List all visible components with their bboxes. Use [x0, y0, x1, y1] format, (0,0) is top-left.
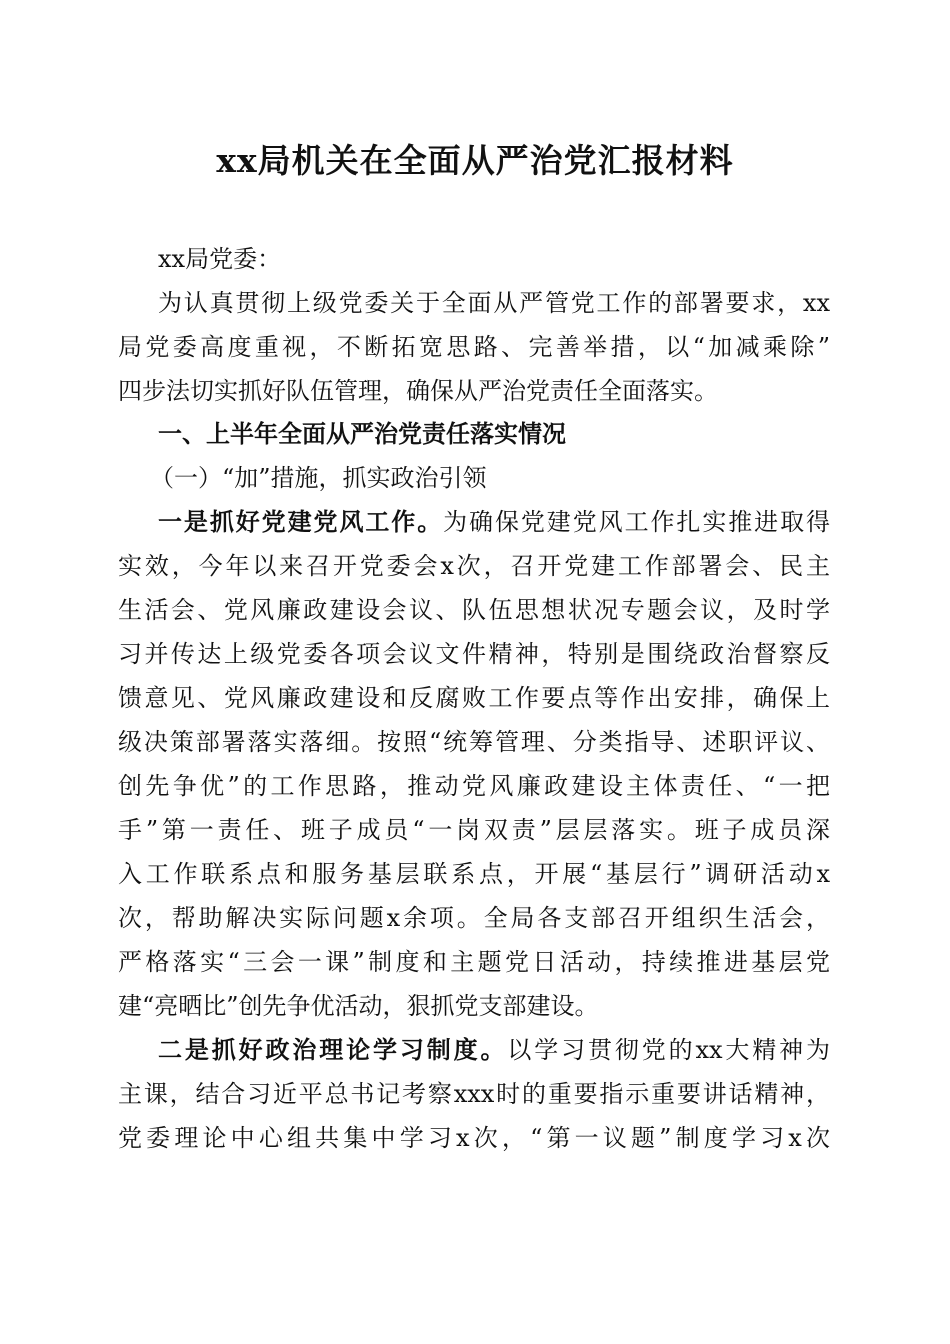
intro-line: 四步法切实抓好队伍管理，确保从严治党责任全面落实。 — [118, 377, 718, 405]
intro-line: 局党委高度重视，不断拓宽思路、完善举措，以“加减乘除” — [118, 333, 830, 361]
paragraph-line: 习并传达上级党委各项会议文件精神，特别是围绕政治督察反 — [118, 640, 830, 668]
paragraph-line: 入工作联系点和服务基层联系点，开展“基层行”调研活动x — [118, 860, 830, 888]
section-heading: 一、上半年全面从严治党责任落实情况 — [158, 420, 566, 448]
paragraph-line: 实效，今年以来召开党委会x次，召开党建工作部署会、民主 — [118, 552, 830, 580]
paragraph-line: 建“亮晒比”创先争优活动，狠抓党支部建设。 — [118, 992, 599, 1020]
intro-line: 为认真贯彻上级党委关于全面从严管党工作的部署要求，xx — [158, 289, 830, 317]
salutation: xx局党委： — [158, 245, 282, 273]
paragraph-line: 生活会、党风廉政建设会议、队伍思想状况专题会议，及时学 — [118, 596, 830, 624]
paragraph-line — [158, 500, 830, 544]
paragraph-text: 以学习贯彻党的xx大精神为 — [507, 1036, 831, 1064]
paragraph-line: 主课，结合习近平总书记考察xxx时的重要指示重要讲话精神， — [118, 1080, 830, 1108]
paragraph-lead: 二是抓好政治理论学习制度。 — [158, 1035, 508, 1064]
paragraph-line: 级决策部署落实落细。按照“统筹管理、分类指导、述职评议、 — [118, 728, 830, 756]
paragraph-text: 为确保党建党风工作扎实推进取得 — [443, 508, 831, 536]
paragraph-line: 馈意见、党风廉政建设和反腐败工作要点等作出安排，确保上 — [118, 684, 830, 712]
document-title: xx局机关在全面从严治党汇报材料 — [216, 141, 734, 180]
paragraph-lead: 一是抓好党建党风工作。 — [158, 507, 444, 536]
paragraph-line: 党委理论中心组共集中学习x次，“第一议题”制度学习x次 — [118, 1124, 830, 1152]
paragraph-line: 创先争优”的工作思路，推动党风廉政建设主体责任、“一把 — [118, 772, 830, 800]
paragraph-line: 次，帮助解决实际问题x余项。全局各支部召开组织生活会， — [118, 904, 830, 932]
subsection-heading: （一）“加”措施，抓实政治引领 — [150, 464, 487, 492]
paragraph-line: 手”第一责任、班子成员“一岗双责”层层落实。班子成员深 — [118, 816, 830, 844]
paragraph-line — [158, 1028, 830, 1072]
paragraph-line: 严格落实“三会一课”制度和主题党日活动，持续推进基层党 — [118, 948, 830, 976]
